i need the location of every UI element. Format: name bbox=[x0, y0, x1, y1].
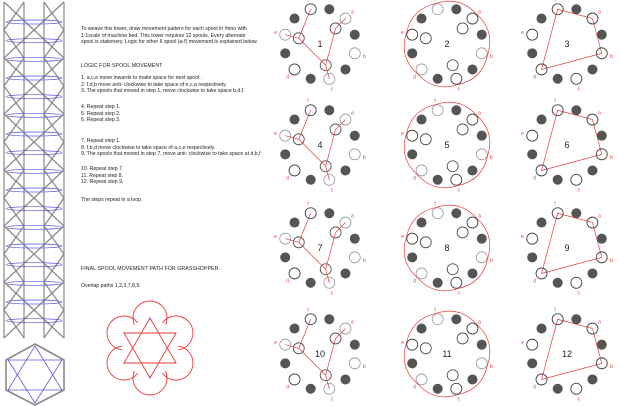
star-triangle-up bbox=[8, 346, 62, 390]
spool-label: d bbox=[286, 278, 289, 285]
moved-spool bbox=[420, 134, 431, 145]
spool-label: a bbox=[351, 213, 354, 220]
weave-ring bbox=[6, 151, 62, 155]
spool-label: e bbox=[521, 234, 524, 241]
intro-line: 1:1scale of machine bed. This tower requires 12 spools. Every alternate bbox=[81, 32, 246, 39]
spool-label: f bbox=[307, 98, 309, 105]
step-number: 9 bbox=[564, 243, 570, 253]
logic-step: 10. Repeat step 7. bbox=[81, 166, 124, 172]
stationary-spool bbox=[537, 14, 547, 24]
spool-label: a bbox=[351, 110, 354, 117]
spool-label: f bbox=[307, 0, 309, 4]
spool-label: e bbox=[521, 340, 524, 347]
step-number: 10 bbox=[314, 349, 326, 359]
spool-label: f bbox=[434, 201, 436, 208]
stationary-spool bbox=[280, 48, 290, 58]
stationary-spool bbox=[467, 374, 477, 384]
weave-ring bbox=[6, 263, 62, 267]
logic-step: 2. f,d,b move anti- clockwise to take space of e,c,a respectively. bbox=[81, 81, 227, 88]
stationary-spool bbox=[290, 218, 300, 228]
moved-spool bbox=[447, 264, 458, 275]
moving-spool-slot bbox=[432, 314, 443, 325]
step-diagram bbox=[512, 198, 620, 298]
spool-label: b bbox=[490, 154, 493, 161]
stationary-spool bbox=[597, 340, 607, 350]
spool-label: e bbox=[401, 340, 404, 347]
weave-ring bbox=[6, 132, 62, 136]
tower-brace bbox=[44, 2, 64, 30]
stationary-spool bbox=[477, 234, 487, 244]
moving-spool-slot bbox=[476, 149, 487, 160]
tower-brace bbox=[4, 142, 24, 170]
weave-ring bbox=[6, 57, 62, 61]
spool-label: c bbox=[330, 187, 334, 194]
tower-brace bbox=[4, 254, 24, 282]
weave-ring bbox=[6, 95, 62, 99]
spool-label: b bbox=[490, 363, 493, 370]
spool-label: e bbox=[274, 340, 277, 347]
stationary-spool bbox=[467, 165, 477, 175]
logic-step: 12. Repeat step 9. bbox=[81, 179, 124, 186]
step-diagram bbox=[265, 198, 375, 298]
tower-brace bbox=[4, 226, 24, 254]
moving-spool-slot bbox=[416, 64, 427, 75]
spool-label: f bbox=[434, 307, 436, 314]
tower-brace bbox=[4, 198, 24, 226]
step-diagram bbox=[512, 0, 620, 94]
spool-label: c bbox=[577, 187, 581, 194]
spool-label: b bbox=[610, 53, 613, 60]
stationary-spool bbox=[477, 30, 487, 40]
stationary-spool bbox=[306, 278, 316, 288]
moving-spool-slot bbox=[476, 48, 487, 59]
spool-label: a bbox=[598, 319, 601, 326]
spool-label: f bbox=[307, 201, 309, 208]
stationary-spool bbox=[553, 278, 563, 288]
stationary-spool bbox=[417, 324, 427, 334]
spool-label: d bbox=[413, 74, 416, 81]
spool-label: d bbox=[533, 384, 536, 391]
spool-label: c bbox=[330, 396, 334, 403]
weave-ring bbox=[6, 300, 62, 304]
moved-spool bbox=[457, 333, 468, 344]
step-number: 12 bbox=[561, 349, 573, 359]
stationary-spool bbox=[537, 115, 547, 125]
stationary-spool bbox=[290, 115, 300, 125]
stationary-spool bbox=[553, 74, 563, 84]
spool-label: f bbox=[434, 98, 436, 105]
tower-brace bbox=[44, 114, 64, 142]
spool-label: f bbox=[554, 98, 556, 105]
logic-group-2 bbox=[81, 104, 121, 124]
moving-spool-slot bbox=[416, 268, 427, 279]
moving-spool-slot bbox=[432, 4, 443, 15]
stationary-spool bbox=[597, 131, 607, 141]
logic-group-3 bbox=[81, 138, 261, 158]
stationary-spool bbox=[587, 165, 597, 175]
tower-brace bbox=[4, 310, 24, 338]
final-path-diagram bbox=[100, 295, 200, 401]
intro-line: To weave this tower, draw movement pattern for each spool in rhino with bbox=[81, 26, 247, 32]
tower-brace bbox=[44, 86, 64, 114]
spool-label: d bbox=[533, 74, 536, 81]
moving-spool-slot bbox=[349, 358, 360, 369]
moving-spool-slot bbox=[432, 105, 443, 116]
stationary-spool bbox=[597, 234, 607, 244]
moving-spool-slot bbox=[349, 48, 360, 59]
logic-step: 6. Repeat step 3. bbox=[81, 117, 121, 124]
spool-label: b bbox=[490, 257, 493, 264]
spool-label: c bbox=[330, 86, 334, 93]
stationary-spool bbox=[280, 149, 290, 159]
hexagon-outline bbox=[6, 344, 64, 405]
spool-label: c bbox=[577, 86, 581, 93]
tower-brace bbox=[44, 310, 64, 338]
logic-footer: The steps repeat in a loop. bbox=[81, 197, 143, 203]
tower-brace bbox=[4, 86, 24, 114]
spool-label: f bbox=[554, 201, 556, 208]
weave-ring bbox=[6, 225, 62, 229]
tower-brace bbox=[44, 142, 64, 170]
moving-spool-slot bbox=[349, 149, 360, 160]
tower-brace bbox=[44, 58, 64, 86]
spool-label: d bbox=[533, 278, 536, 285]
weave-ring bbox=[6, 281, 62, 285]
step-diagram bbox=[512, 95, 620, 195]
final-heading: FINAL SPOOL MOVEMENT PATH FOR GRASSHOPPER. bbox=[81, 266, 220, 272]
spool-label: c bbox=[457, 290, 461, 297]
stationary-spool bbox=[587, 374, 597, 384]
stationary-spool bbox=[451, 208, 461, 218]
spool-label: a bbox=[478, 213, 481, 220]
stationary-spool bbox=[350, 340, 360, 350]
spool-label: a bbox=[478, 110, 481, 117]
spool-label: b bbox=[363, 257, 366, 264]
stationary-spool bbox=[433, 278, 443, 288]
stationary-spool bbox=[407, 48, 417, 58]
step-diagram bbox=[392, 95, 502, 195]
moving-spool-slot bbox=[416, 374, 427, 385]
tower-plan-hexagon bbox=[2, 342, 68, 406]
stationary-spool bbox=[407, 149, 417, 159]
spool-label: e bbox=[521, 30, 524, 37]
stationary-spool bbox=[571, 314, 581, 324]
spool-label: c bbox=[457, 396, 461, 403]
spool-label: b bbox=[490, 53, 493, 60]
tower-brace bbox=[44, 30, 64, 58]
stationary-spool bbox=[451, 314, 461, 324]
spool-label: f bbox=[554, 0, 556, 4]
moved-spool bbox=[420, 343, 431, 354]
stationary-spool bbox=[537, 218, 547, 228]
stationary-spool bbox=[350, 234, 360, 244]
stationary-spool bbox=[350, 30, 360, 40]
spool-label: a bbox=[351, 319, 354, 326]
stationary-spool bbox=[553, 384, 563, 394]
spool-label: a bbox=[351, 9, 354, 16]
weave-ring bbox=[6, 188, 62, 192]
spool-label: c bbox=[577, 396, 581, 403]
logic-step: 4. Repeat step 1. bbox=[81, 104, 121, 110]
step-number: 6 bbox=[564, 140, 570, 150]
stationary-spool bbox=[527, 149, 537, 159]
spool-label: e bbox=[401, 234, 404, 241]
weave-ring bbox=[6, 169, 62, 173]
spool-label: a bbox=[478, 9, 481, 16]
spool-label: c bbox=[457, 86, 461, 93]
spool-label: f bbox=[554, 307, 556, 314]
logic-step: 7. Repeat step 1. bbox=[81, 138, 121, 144]
spool-label: f bbox=[434, 0, 436, 4]
stationary-spool bbox=[324, 105, 334, 115]
stationary-spool bbox=[407, 358, 417, 368]
spool-label: e bbox=[274, 234, 277, 241]
weave-ring bbox=[6, 319, 62, 323]
stationary-spool bbox=[340, 165, 350, 175]
spool-label: e bbox=[401, 131, 404, 138]
spool-label: d bbox=[286, 175, 289, 182]
stationary-spool bbox=[340, 374, 350, 384]
stationary-spool bbox=[306, 74, 316, 84]
intro-line: spool is stationery. Logic for other 6 spool (a-f) movement is explained below. bbox=[81, 39, 258, 46]
stationary-spool bbox=[571, 208, 581, 218]
logic-step: 3. The spools that moved in step 1, move clockwise to take space b,d,f. bbox=[81, 88, 245, 95]
stationary-spool bbox=[324, 314, 334, 324]
spool-label: c bbox=[457, 187, 461, 194]
spool-label: e bbox=[274, 30, 277, 37]
moved-spool bbox=[420, 33, 431, 44]
tower-brace bbox=[4, 58, 24, 86]
spool-label: b bbox=[363, 363, 366, 370]
moved-spool bbox=[447, 161, 458, 172]
tower-brace bbox=[4, 30, 24, 58]
star-triangle-down bbox=[8, 360, 62, 403]
stationary-spool bbox=[587, 268, 597, 278]
tower-brace bbox=[44, 282, 64, 310]
moving-spool-slot bbox=[416, 165, 427, 176]
spool-label: d bbox=[533, 175, 536, 182]
weave-ring bbox=[6, 244, 62, 248]
moving-spool-slot bbox=[476, 358, 487, 369]
tower-elevation-drawing bbox=[0, 0, 72, 345]
stationary-spool bbox=[433, 384, 443, 394]
stationary-spool bbox=[340, 64, 350, 74]
stationary-spool bbox=[467, 268, 477, 278]
step-number: 7 bbox=[317, 243, 323, 253]
stationary-spool bbox=[290, 14, 300, 24]
final-subheading: Overlap paths 1,2,3,7,8,9. bbox=[81, 283, 141, 289]
spool-label: b bbox=[610, 154, 613, 161]
logic-heading: LOGIC FOR SPOOL MOVEMENT bbox=[81, 63, 163, 69]
spool-label: e bbox=[401, 30, 404, 37]
spool-label: e bbox=[274, 131, 277, 138]
spool-label: d bbox=[413, 384, 416, 391]
stationary-spool bbox=[537, 324, 547, 334]
step-diagram bbox=[392, 198, 502, 298]
step-number: 3 bbox=[564, 39, 570, 49]
moved-spool bbox=[447, 60, 458, 71]
logic-step: 5. Repeat step 2. bbox=[81, 110, 121, 117]
weave-ring bbox=[6, 20, 62, 24]
spool-label: b bbox=[363, 53, 366, 60]
spool-label: a bbox=[478, 319, 481, 326]
stationary-spool bbox=[280, 358, 290, 368]
logic-group-4 bbox=[81, 166, 123, 186]
tower-brace bbox=[44, 198, 64, 226]
step-diagram bbox=[265, 0, 375, 94]
step-diagram bbox=[392, 304, 502, 404]
stationary-spool bbox=[527, 358, 537, 368]
moved-spool bbox=[447, 370, 458, 381]
stationary-spool bbox=[477, 131, 487, 141]
moved-spool bbox=[420, 237, 431, 248]
petal-mask bbox=[122, 320, 178, 376]
tower-brace bbox=[4, 170, 24, 198]
stationary-spool bbox=[571, 105, 581, 115]
stationary-spool bbox=[324, 4, 334, 14]
stationary-spool bbox=[451, 4, 461, 14]
moved-spool bbox=[457, 227, 468, 238]
stationary-spool bbox=[587, 64, 597, 74]
tower-brace bbox=[44, 170, 64, 198]
logic-step: 11. Repeat step 8. bbox=[81, 172, 124, 179]
moved-spool bbox=[457, 23, 468, 34]
weave-ring bbox=[6, 207, 62, 211]
stationary-spool bbox=[467, 64, 477, 74]
stationary-spool bbox=[306, 175, 316, 185]
step-number: 4 bbox=[317, 140, 323, 150]
spool-label: a bbox=[598, 213, 601, 220]
stationary-spool bbox=[290, 324, 300, 334]
stationary-spool bbox=[407, 252, 417, 262]
stationary-spool bbox=[417, 115, 427, 125]
spool-label: d bbox=[286, 74, 289, 81]
stationary-spool bbox=[280, 252, 290, 262]
spool-label: a bbox=[598, 110, 601, 117]
step-diagram bbox=[392, 0, 502, 94]
step-diagram bbox=[512, 304, 620, 404]
stationary-spool bbox=[571, 4, 581, 14]
step-diagram bbox=[265, 95, 375, 195]
step-number: 2 bbox=[444, 39, 450, 49]
stationary-spool bbox=[350, 131, 360, 141]
logic-step: 9. The spools that moved in step 7, move anti- clockwise to take space at d,b,f bbox=[81, 151, 261, 158]
spool-label: a bbox=[598, 9, 601, 16]
moving-spool-slot bbox=[432, 208, 443, 219]
spool-label: d bbox=[286, 384, 289, 391]
spool-label: d bbox=[413, 278, 416, 285]
stationary-spool bbox=[433, 74, 443, 84]
spool-label: c bbox=[330, 290, 334, 297]
stationary-spool bbox=[527, 252, 537, 262]
tower-brace bbox=[44, 226, 64, 254]
step-diagram bbox=[265, 304, 375, 404]
tower-brace bbox=[4, 2, 24, 30]
logic-step: 1. a,c,e move inwards to make space for next spool . bbox=[81, 75, 203, 81]
stationary-spool bbox=[527, 48, 537, 58]
weave-ring bbox=[6, 39, 62, 43]
stationary-spool bbox=[553, 175, 563, 185]
stationary-spool bbox=[433, 175, 443, 185]
tower-brace bbox=[4, 282, 24, 310]
spool-label: f bbox=[307, 307, 309, 314]
logic-step: 8. f,b,d move clockwise to take space of a,c,e respectively. bbox=[81, 144, 216, 151]
moved-spool bbox=[457, 124, 468, 135]
spool-label: d bbox=[413, 175, 416, 182]
step-number: 11 bbox=[442, 349, 452, 359]
spool-label: b bbox=[363, 154, 366, 161]
tower-brace bbox=[44, 254, 64, 282]
stationary-spool bbox=[324, 208, 334, 218]
stationary-spool bbox=[597, 30, 607, 40]
weave-ring bbox=[6, 113, 62, 117]
spool-label: e bbox=[521, 131, 524, 138]
moving-spool-slot bbox=[476, 252, 487, 263]
stationary-spool bbox=[477, 340, 487, 350]
logic-group-1 bbox=[81, 75, 245, 95]
step-number: 5 bbox=[444, 140, 450, 150]
tower-brace bbox=[4, 114, 24, 142]
weave-ring bbox=[6, 76, 62, 80]
stationary-spool bbox=[340, 268, 350, 278]
spool-label: c bbox=[577, 290, 581, 297]
intro-text bbox=[81, 26, 258, 46]
stationary-spool bbox=[417, 218, 427, 228]
step-number: 1 bbox=[317, 39, 323, 49]
spool-label: b bbox=[610, 363, 613, 370]
moving-spool-slot bbox=[349, 252, 360, 263]
stationary-spool bbox=[306, 384, 316, 394]
stationary-spool bbox=[417, 14, 427, 24]
spool-label: b bbox=[610, 257, 613, 264]
stationary-spool bbox=[451, 105, 461, 115]
step-number: 8 bbox=[444, 243, 450, 253]
